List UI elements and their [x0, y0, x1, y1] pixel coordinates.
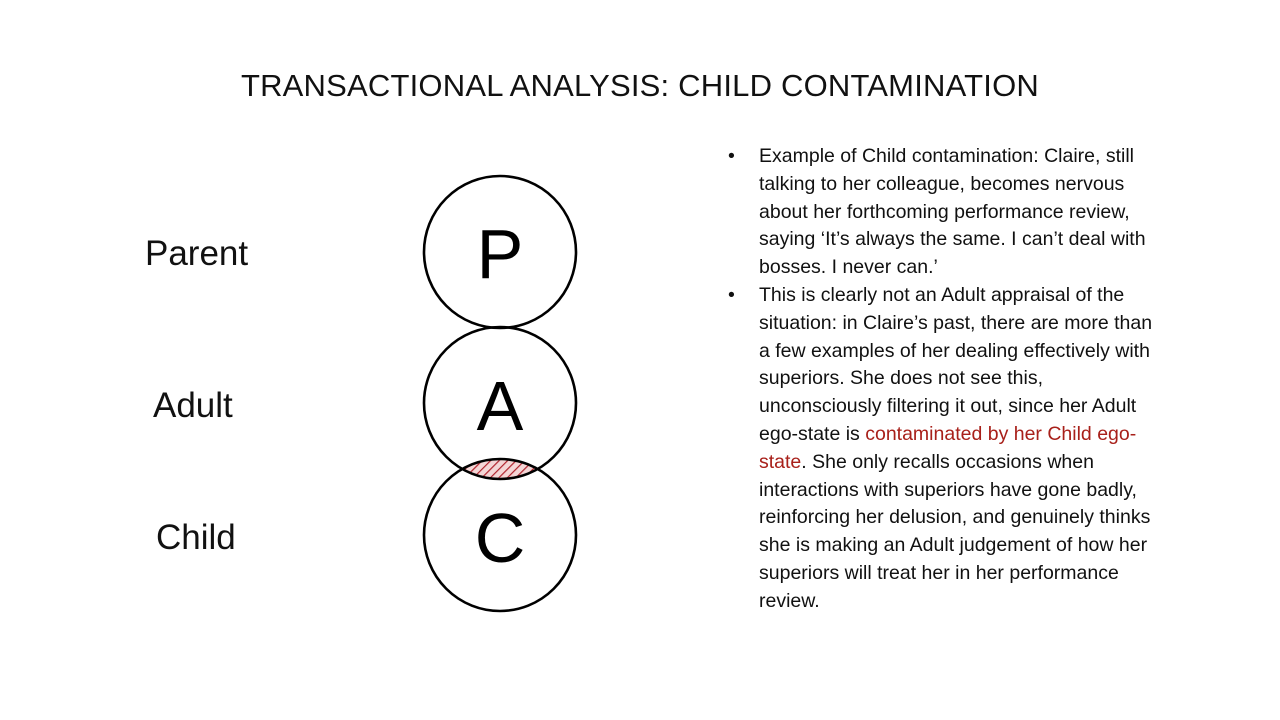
bullet-list	[728, 143, 1168, 616]
bullet-item	[728, 143, 1168, 282]
child-label: Child	[156, 518, 236, 557]
bullet-text-after: . She only recalls occasions when interactions with superiors have gone badly, reinforcing her delusion, and genuinely thinks she is making an Adult judgement of how her superiors will treat her in her performance review.	[759, 450, 1151, 612]
bullet-item	[728, 282, 1168, 616]
child-letter: C	[474, 499, 526, 577]
bullet-text: Example of Child contamination: Claire, still talking to her colleague, becomes nervous about her forthcoming performance review, saying ‘It’s always the same. I can’t deal with bosses. I never can.’	[759, 145, 1146, 279]
slide-title: TRANSACTIONAL ANALYSIS: CHILD CONTAMINATION	[240, 68, 1040, 103]
adult-label: Adult	[153, 386, 233, 425]
parent-letter: P	[476, 215, 524, 293]
contamination-highlight: contaminated by her Child ego-state	[759, 422, 1137, 473]
parent-label: Parent	[145, 234, 249, 273]
adult-letter: A	[476, 367, 524, 445]
bullet-text-before: This is clearly not an Adult appraisal of the situation: in Claire’s past, there are more than a few examples of her dealing effectively with superiors. She does not see this, unconsciously filtering it out, since her Adult ego-state is	[759, 283, 1153, 445]
